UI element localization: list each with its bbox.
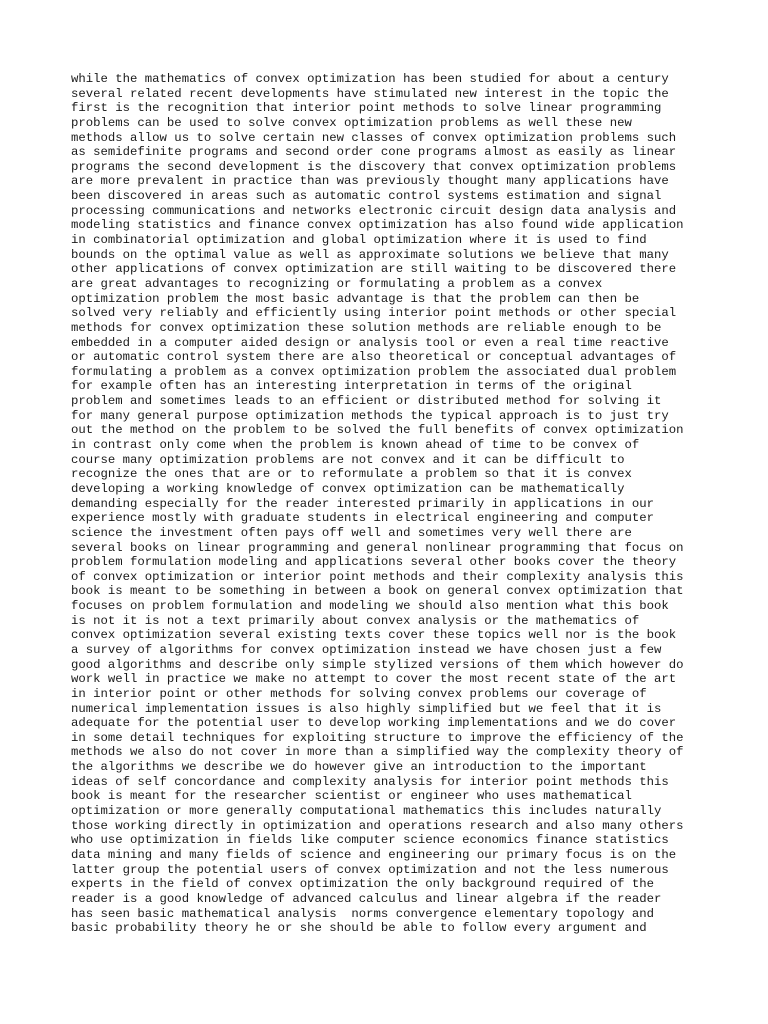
- text-line: as semidefinite programs and second order cone programs almost as easily as linear: [71, 145, 677, 160]
- text-line: methods allow us to solve certain new classes of convex optimization problems such: [71, 130, 677, 145]
- text-line: is not it is not a text primarily about convex analysis or the mathematics of: [71, 613, 640, 628]
- text-line: been discovered in areas such as automatic control systems estimation and signal: [71, 189, 662, 204]
- text-line: focuses on problem formulation and modeling we should also mention what this book: [71, 599, 669, 614]
- text-line: of convex optimization or interior point methods and their complexity analysis this: [71, 569, 684, 584]
- text-line: those working directly in optimization and operations research and also many others: [71, 818, 684, 833]
- text-line: other applications of convex optimization are still waiting to be discovered there: [71, 262, 677, 277]
- text-line: adequate for the potential user to develop working implementations and we do cover: [71, 716, 677, 731]
- text-line: formulating a problem as a convex optimization problem the associated dual problem: [71, 364, 677, 379]
- text-line: while the mathematics of convex optimization has been studied for about a century: [71, 72, 669, 86]
- text-line: in some detail techniques for exploiting structure to improve the efficiency of the: [71, 730, 684, 745]
- text-line: experience mostly with graduate students in electrical engineering and computer: [71, 511, 654, 526]
- text-line: book is meant to be something in between a book on general convex optimization that: [71, 584, 684, 599]
- text-line: work well in practice we make no attempt to cover the most recent state of the art: [71, 672, 677, 687]
- text-line: ideas of self concordance and complexity analysis for interior point methods this: [71, 774, 669, 789]
- text-line: first is the recognition that interior point methods to solve linear programming: [71, 101, 662, 116]
- text-line: book is meant for the researcher scientist or engineer who uses mathematical: [71, 789, 632, 804]
- text-line: a survey of algorithms for convex optimization instead we have chosen just a few: [71, 642, 662, 657]
- text-line: for many general purpose optimization methods the typical approach is to just try: [71, 408, 669, 423]
- text-line: developing a working knowledge of convex optimization can be mathematically: [71, 481, 625, 496]
- text-line: science the investment often pays off well and sometimes very well there are: [71, 525, 632, 540]
- text-line: the algorithms we describe we do however give an introduction to the important: [71, 760, 647, 775]
- text-line: solved very reliably and efficiently using interior point methods or other special: [71, 306, 677, 321]
- text-line: several related recent developments have stimulated new interest in the topic the: [71, 86, 669, 101]
- text-line: who use optimization in fields like computer science economics finance statistics: [71, 833, 669, 848]
- text-line: problem formulation modeling and applications several other books cover the theory: [71, 555, 677, 570]
- text-line: basic probability theory he or she should be able to follow every argument and: [71, 921, 647, 936]
- text-line: recognize the ones that are or to reformulate a problem so that it is convex: [71, 467, 632, 482]
- text-line: or automatic control system there are also theoretical or conceptual advantages of: [71, 350, 677, 365]
- text-line: methods we also do not cover in more than a simplified way the complexity theory of: [71, 745, 684, 760]
- text-line: in combinatorial optimization and global optimization where it is used to find: [71, 233, 647, 248]
- text-line: programs the second development is the discovery that convex optimization problems: [71, 159, 677, 174]
- text-line: processing communications and networks electronic circuit design data analysis and: [71, 203, 677, 218]
- text-line: embedded in a computer aided design or analysis tool or even a real time reactive: [71, 335, 669, 350]
- text-line: in interior point or other methods for solving convex problems our coverage of: [71, 686, 647, 701]
- text-line: data mining and many fields of science and engineering our primary focus is on the: [71, 847, 677, 862]
- text-line: experts in the field of convex optimization the only background required of the: [71, 877, 654, 892]
- text-line: are great advantages to recognizing or formulating a problem as a convex: [71, 276, 603, 291]
- text-line: has seen basic mathematical analysis norms convergence elementary topology and: [71, 906, 654, 921]
- text-line: out the method on the problem to be solved the full benefits of convex optimization: [71, 423, 684, 438]
- text-line: reader is a good knowledge of advanced calculus and linear algebra if the reader: [71, 891, 662, 906]
- text-line: convex optimization several existing texts cover these topics well nor is the book: [71, 628, 677, 643]
- text-line: optimization or more generally computational mathematics this includes naturally: [71, 804, 662, 819]
- text-line: are more prevalent in practice than was previously thought many applications have: [71, 174, 669, 189]
- text-line: modeling statistics and finance convex optimization has also found wide application: [71, 218, 684, 233]
- text-line: latter group the potential users of convex optimization and not the less numerous: [71, 862, 669, 877]
- text-line: numerical implementation issues is also highly simplified but we feel that it is: [71, 701, 662, 716]
- text-line: several books on linear programming and general nonlinear programming that focus on: [71, 540, 684, 555]
- text-line: bounds on the optimal value as well as approximate solutions we believe that many: [71, 247, 669, 262]
- text-line: course many optimization problems are not convex and it can be difficult to: [71, 452, 625, 467]
- text-line: demanding especially for the reader interested primarily in applications in our: [71, 496, 654, 511]
- text-line: optimization problem the most basic advantage is that the problem can then be: [71, 291, 640, 306]
- text-line: methods for convex optimization these solution methods are reliable enough to be: [71, 320, 662, 335]
- text-line: good algorithms and describe only simple stylized versions of them which however do: [71, 657, 684, 672]
- body-text: [71, 72, 711, 936]
- text-line: problem and sometimes leads to an efficient or distributed method for solving it: [71, 394, 662, 409]
- text-line: for example often has an interesting interpretation in terms of the original: [71, 379, 632, 394]
- text-line: problems can be used to solve convex optimization problems as well these new: [71, 115, 632, 130]
- text-line: in contrast only come when the problem is known ahead of time to be convex of: [71, 438, 640, 453]
